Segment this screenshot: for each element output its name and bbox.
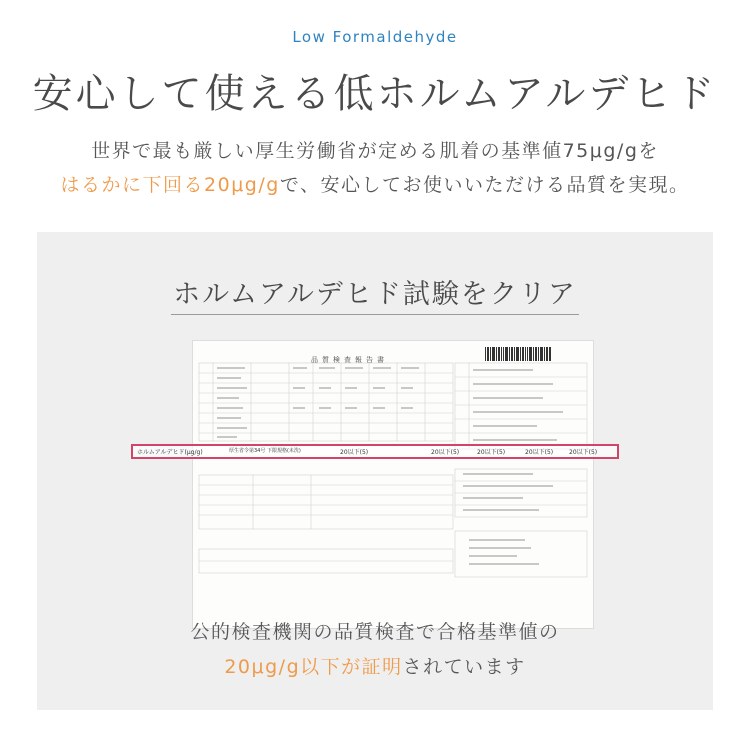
caption-line-2 bbox=[37, 650, 713, 685]
inspection-report-image bbox=[192, 340, 594, 629]
lead-line-2 bbox=[0, 168, 750, 202]
row-label: ホルムアルデヒド(μg/g) bbox=[137, 449, 203, 456]
report-table-grid bbox=[193, 341, 593, 628]
row-result: 20以下(5) bbox=[431, 449, 460, 456]
caption-highlight: 20μg/g以下が証明 bbox=[224, 656, 403, 678]
lead-line-1: 世界で最も厳しい厚生労働省が定める肌着の基準値75μg/gを bbox=[91, 140, 659, 162]
row-result: 20以下(5) bbox=[477, 449, 506, 456]
formaldehyde-row-highlight bbox=[131, 444, 619, 459]
test-panel bbox=[37, 232, 713, 710]
lead-highlight: はるかに下回る20μg/g bbox=[60, 174, 280, 196]
lead-line-2-rest: で、安心してお使いいただける品質を実現。 bbox=[279, 174, 690, 196]
report-title: 品質検査報告書 bbox=[311, 356, 388, 364]
row-result: 20以下(5) bbox=[340, 449, 369, 456]
panel-title: ホルムアルデヒド試験をクリア bbox=[173, 279, 577, 310]
row-result: 20以下(5) bbox=[525, 449, 554, 456]
caption-line-2-rest: されています bbox=[402, 656, 526, 678]
lead-text bbox=[0, 134, 750, 202]
eyebrow-label: Low Formaldehyde bbox=[292, 28, 458, 46]
row-result: 20以下(5) bbox=[569, 449, 598, 456]
caption-line-1: 公的検査機関の品質検査で合格基準値の bbox=[190, 621, 560, 643]
panel-caption bbox=[37, 615, 713, 685]
page-title: 安心して使える低ホルムアルデヒド bbox=[32, 71, 718, 117]
panel-divider bbox=[171, 314, 579, 315]
row-standard: 厚生省令第34号 下限規格(未洗) bbox=[229, 448, 301, 454]
